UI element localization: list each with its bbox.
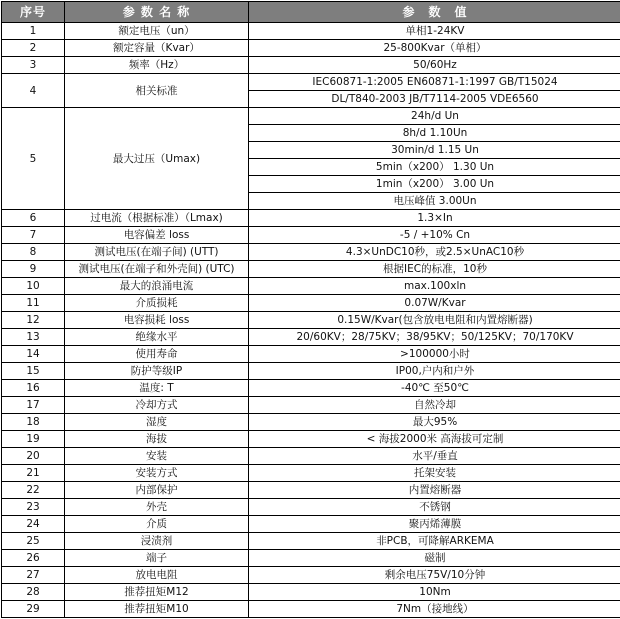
table-row xyxy=(2,363,620,380)
row-no: 10 xyxy=(2,278,65,295)
row-no: 4 xyxy=(2,74,65,108)
row-value: -40℃ 至50℃ xyxy=(249,380,620,397)
table-row xyxy=(2,516,620,533)
row-value: max.100xln xyxy=(249,278,620,295)
header-param: 参 数 名 称 xyxy=(65,2,249,23)
row-param: 推荐扭矩M10 xyxy=(65,601,249,618)
row-no: 1 xyxy=(2,23,65,40)
row-value: 托架安装 xyxy=(249,465,620,482)
row-value: 非PCB，可降解ARKEMA xyxy=(249,533,620,550)
row-param: 最大的浪涌电流 xyxy=(65,278,249,295)
row-no: 15 xyxy=(2,363,65,380)
header-no: 序号 xyxy=(2,2,65,23)
row-value: 4.3×UnDC10秒，或2.5×UnAC10秒 xyxy=(249,244,620,261)
row-param: 海拔 xyxy=(65,431,249,448)
row-value: 单相1-24KV xyxy=(249,23,620,40)
row-value: 10Nm xyxy=(249,584,620,601)
row-param: 电容损耗 loss xyxy=(65,312,249,329)
table-row xyxy=(2,380,620,397)
table-row xyxy=(2,431,620,448)
table-row xyxy=(2,329,620,346)
row-value: -5 / +10% Cn xyxy=(249,227,620,244)
row-param: 额定容量（Kvar） xyxy=(65,40,249,57)
row-value: 聚丙烯薄膜 xyxy=(249,516,620,533)
table-row xyxy=(2,23,620,40)
row-no: 3 xyxy=(2,57,65,74)
row-no: 19 xyxy=(2,431,65,448)
table-row xyxy=(2,448,620,465)
row-param: 绝缘水平 xyxy=(65,329,249,346)
row-param: 介质 xyxy=(65,516,249,533)
table-row xyxy=(2,261,620,278)
row-no: 5 xyxy=(2,108,65,210)
row-no: 9 xyxy=(2,261,65,278)
row-no: 27 xyxy=(2,567,65,584)
row-no: 20 xyxy=(2,448,65,465)
header-row xyxy=(2,2,620,23)
row-value: 20/60KV；28/75KV；38/95KV；50/125KV；70/170KV xyxy=(249,329,620,346)
row-param: 使用寿命 xyxy=(65,346,249,363)
row-no: 25 xyxy=(2,533,65,550)
row-param: 测试电压(在端子间) (UTT) xyxy=(65,244,249,261)
header-value: 参 数 值 xyxy=(249,2,620,23)
table-row xyxy=(2,567,620,584)
row-no: 23 xyxy=(2,499,65,516)
table-row xyxy=(2,278,620,295)
table-row xyxy=(2,295,620,312)
row-param: 湿度 xyxy=(65,414,249,431)
row-subvalue: 8h/d 1.10Un xyxy=(249,125,620,142)
row-param: 外壳 xyxy=(65,499,249,516)
row-param: 冷却方式 xyxy=(65,397,249,414)
table-row xyxy=(2,74,620,91)
table-row xyxy=(2,601,620,618)
row-no: 12 xyxy=(2,312,65,329)
row-param: 推荐扭矩M12 xyxy=(65,584,249,601)
row-subvalue: 5min（x200） 1.30 Un xyxy=(249,159,620,176)
row-param: 过电流（根据标准）（Lmax) xyxy=(65,210,249,227)
row-param: 介质损耗 xyxy=(65,295,249,312)
row-no: 21 xyxy=(2,465,65,482)
row-value: 内置熔断器 xyxy=(249,482,620,499)
row-value-line: IEC60871-1:2005 EN60871-1:1997 GB/T15024 xyxy=(249,74,620,91)
row-value: 水平/垂直 xyxy=(249,448,620,465)
row-param: 安装方式 xyxy=(65,465,249,482)
row-param: 内部保护 xyxy=(65,482,249,499)
table-row xyxy=(2,499,620,516)
row-subvalue: 24h/d Un xyxy=(249,108,620,125)
row-value: 1.3×In xyxy=(249,210,620,227)
row-value: >100000小时 xyxy=(249,346,620,363)
table-row xyxy=(2,465,620,482)
row-no: 26 xyxy=(2,550,65,567)
table-row xyxy=(2,346,620,363)
row-param: 浸渍剂 xyxy=(65,533,249,550)
row-no: 28 xyxy=(2,584,65,601)
row-subvalue: 电压峰值 3.00Un xyxy=(249,193,620,210)
row-no: 2 xyxy=(2,40,65,57)
row-param: 电容偏差 loss xyxy=(65,227,249,244)
row-param: 温度: T xyxy=(65,380,249,397)
table-row xyxy=(2,210,620,227)
row-value: 50/60Hz xyxy=(249,57,620,74)
row-value: 0.15W/Kvar(包含放电电阻和内置熔断器) xyxy=(249,312,620,329)
row-value: 最大95% xyxy=(249,414,620,431)
row-no: 16 xyxy=(2,380,65,397)
row-param: 测试电压(在端子和外壳间) (UTC) xyxy=(65,261,249,278)
row-param: 安装 xyxy=(65,448,249,465)
row-value: < 海拔2000米 高海拔可定制 xyxy=(249,431,620,448)
row-param: 相关标准 xyxy=(65,74,249,108)
row-subvalue: 30min/d 1.15 Un xyxy=(249,142,620,159)
table-row xyxy=(2,40,620,57)
table-row xyxy=(2,312,620,329)
row-param: 防护等级IP xyxy=(65,363,249,380)
table-row xyxy=(2,108,620,125)
row-value: 自然冷却 xyxy=(249,397,620,414)
row-no: 7 xyxy=(2,227,65,244)
table-row xyxy=(2,397,620,414)
row-param: 最大过压（Umax) xyxy=(65,108,249,210)
table-row xyxy=(2,414,620,431)
row-no: 18 xyxy=(2,414,65,431)
row-no: 8 xyxy=(2,244,65,261)
table-row xyxy=(2,57,620,74)
table-row xyxy=(2,227,620,244)
row-param: 端子 xyxy=(65,550,249,567)
row-value: 磁制 xyxy=(249,550,620,567)
table-row xyxy=(2,482,620,499)
row-no: 11 xyxy=(2,295,65,312)
table-row xyxy=(2,550,620,567)
row-param: 频率（Hz） xyxy=(65,57,249,74)
table-row xyxy=(2,244,620,261)
row-value: 25-800Kvar（单相） xyxy=(249,40,620,57)
table-row xyxy=(2,533,620,550)
row-value-line: DL/T840-2003 JB/T7114-2005 VDE6560 xyxy=(249,91,620,108)
row-no: 17 xyxy=(2,397,65,414)
spec-table xyxy=(1,1,620,618)
row-value: IP00,户内和户外 xyxy=(249,363,620,380)
row-no: 22 xyxy=(2,482,65,499)
row-value: 0.07W/Kvar xyxy=(249,295,620,312)
row-no: 6 xyxy=(2,210,65,227)
row-param: 额定电压（un） xyxy=(65,23,249,40)
table-row xyxy=(2,584,620,601)
row-value: 剩余电压75V/10分钟 xyxy=(249,567,620,584)
row-no: 13 xyxy=(2,329,65,346)
row-value: 根据IEC的标准，10秒 xyxy=(249,261,620,278)
row-no: 24 xyxy=(2,516,65,533)
row-no: 14 xyxy=(2,346,65,363)
row-param: 放电电阻 xyxy=(65,567,249,584)
row-no: 29 xyxy=(2,601,65,618)
row-value: 不锈钢 xyxy=(249,499,620,516)
row-value: 7Nm（接地线） xyxy=(249,601,620,618)
row-subvalue: 1min（x200） 3.00 Un xyxy=(249,176,620,193)
